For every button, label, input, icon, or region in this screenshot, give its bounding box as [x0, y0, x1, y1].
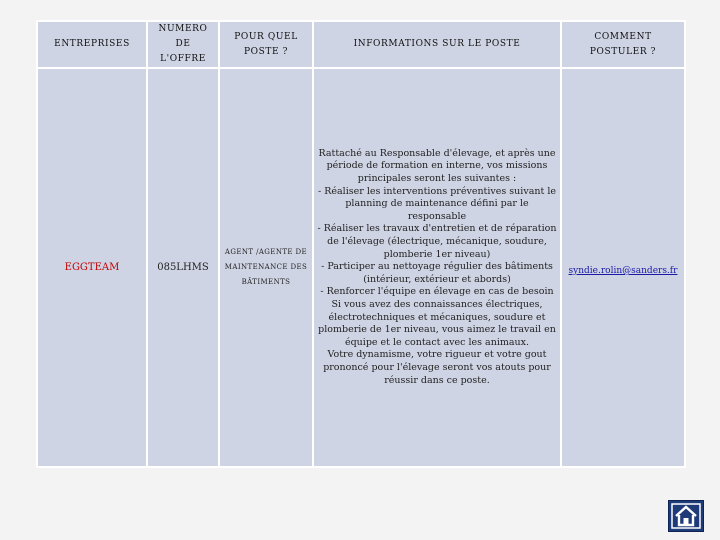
- home-icon: [669, 501, 703, 531]
- position-title: AGENT /AGENTE DE MAINTENANCE DES BÂTIMENTS: [220, 69, 312, 466]
- position-info: [314, 69, 560, 466]
- apply-email-link[interactable]: syndie.rolin@sanders.fr: [568, 266, 678, 276]
- header-info: INFORMATIONS SUR LE POSTE: [314, 22, 560, 67]
- info-line: Votre dynamisme, votre rigueur et votre gout prononcé pour l'élevage seront vos atouts pour réussir dans ce poste.: [323, 349, 551, 386]
- info-line: - Réaliser les interventions préventives suivant le planning de maintenance défini par le responsable: [318, 185, 556, 222]
- table-row: [38, 69, 684, 466]
- home-button[interactable]: [668, 500, 704, 532]
- info-line: Rattaché au Responsable d'élevage, et après une période de formation en interne, vos missions principales seront les suivantes :: [318, 147, 556, 185]
- apply-cell: [562, 69, 684, 466]
- offer-number: 085LHMS: [148, 69, 218, 466]
- company-name: EGGTEAM: [38, 69, 146, 466]
- header-offer-number: NUMERO DE L'OFFRE: [148, 22, 218, 67]
- info-line: - Renforcer l'équipe en élevage en cas de besoin: [320, 286, 554, 298]
- info-line: - Participer au nettoyage régulier des bâtiments (intérieur, extérieur et abords): [321, 261, 553, 285]
- job-offers-table: [36, 20, 686, 468]
- header-apply: COMMENT POSTULER ?: [562, 22, 684, 67]
- header-position: POUR QUEL POSTE ?: [220, 22, 312, 67]
- header-row: [38, 22, 684, 67]
- info-line: - Réaliser les travaux d'entretien et de réparation de l'élevage (électrique, mécanique, soudure, plomberie 1er niveau): [317, 223, 557, 260]
- header-company: ENTREPRISES: [38, 22, 146, 67]
- info-line: Si vous avez des connaissances électriques, électrotechniques et mécaniques, soudure et plomberie de 1er niveau, vous aimez le travail en équipe et le contact avec les animaux.: [318, 298, 556, 348]
